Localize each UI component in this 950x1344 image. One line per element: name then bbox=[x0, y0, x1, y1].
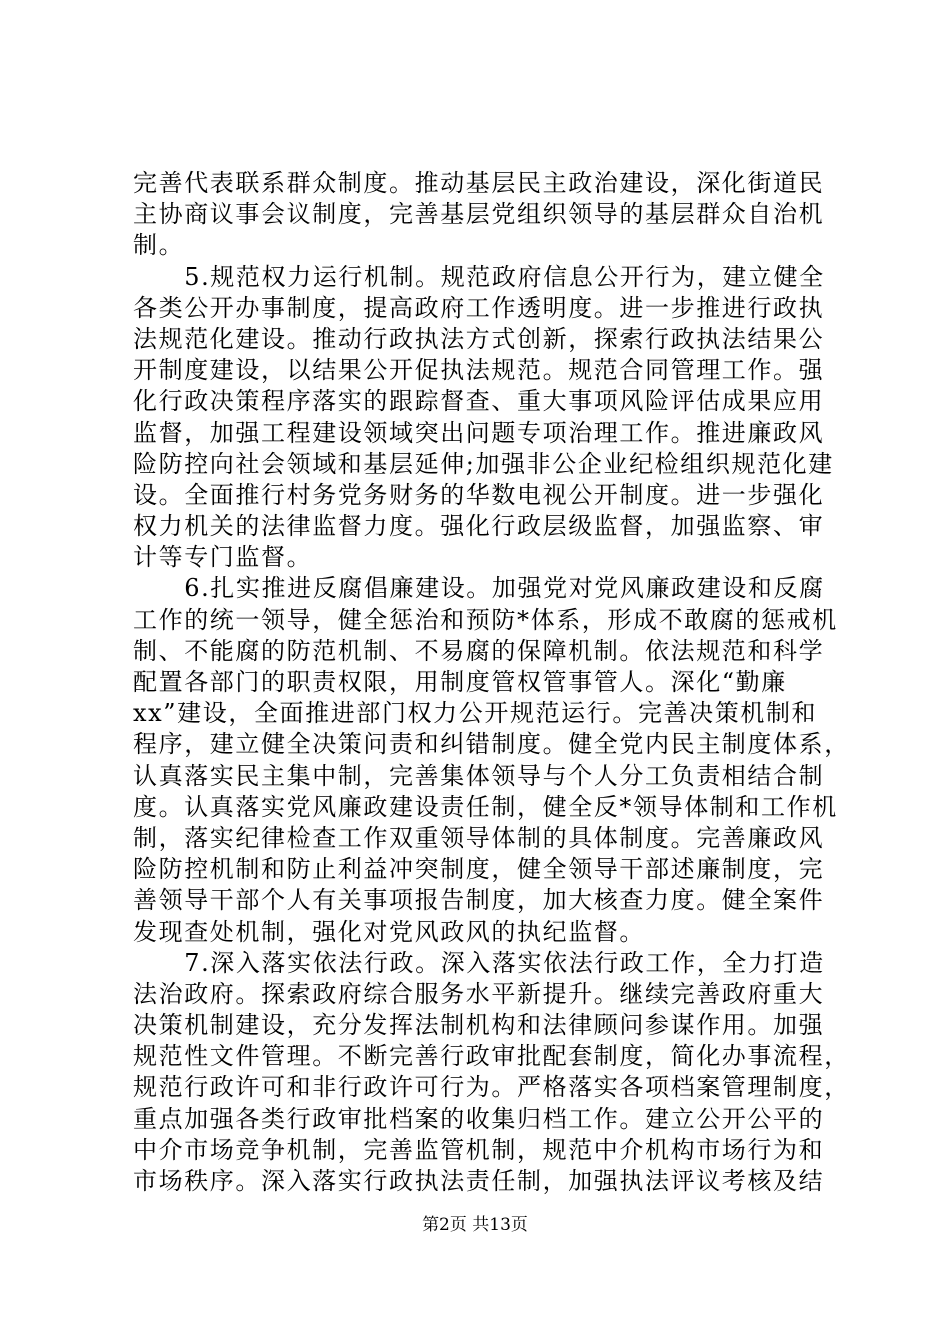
body-text bbox=[133, 168, 850, 1197]
text-line: 权力机关的法律监督力度。强化行政层级监督，加强监察、审 bbox=[133, 512, 825, 541]
text-line: 市场秩序。深入落实行政执法责任制，加强执法评议考核及结 bbox=[133, 1167, 825, 1195]
text-line: 开制度建设，以结果公开促执法规范。规范合同管理工作。强 bbox=[133, 356, 825, 385]
text-line: 设。全面推行村务党务财务的华数电视公开制度。进一步强化 bbox=[133, 480, 825, 509]
text-line: 善领导干部个人有关事项报告制度，加大核查力度。健全案件 bbox=[133, 886, 825, 915]
page-number-label: 第2页 共13页 bbox=[422, 1215, 528, 1235]
text-line: 法规范化建设。推动行政执法方式创新，探索行政执法结果公 bbox=[133, 324, 825, 353]
text-line: 度。认真落实党风廉政建设责任制，健全反*领导体制和工作机 bbox=[133, 792, 838, 821]
text-line: 完善代表联系群众制度。推动基层民主政治建设，深化街道民 bbox=[133, 169, 825, 197]
text-line: 制、不能腐的防范机制、不易腐的保障机制。依法规范和科学 bbox=[133, 636, 825, 665]
text-line: 工作的统一领导，健全惩治和预防*体系，形成不敢腐的惩戒机 bbox=[133, 605, 838, 634]
text-line: 认真落实民主集中制，完善集体领导与个人分工负责相结合制 bbox=[133, 761, 825, 790]
text-line: 监督，加强工程建设领域突出问题专项治理工作。推进廉政风 bbox=[133, 418, 825, 447]
text-line: 规范性文件管理。不断完善行政审批配套制度，简化办事流程， bbox=[133, 1042, 850, 1071]
text-line: 主协商议事会议制度，完善基层党组织领导的基层群众自治机 bbox=[133, 200, 825, 229]
text-line: 计等专门监督。 bbox=[133, 543, 313, 572]
text-line: 中介市场竞争机制，完善监管机制，规范中介机构市场行为和 bbox=[133, 1135, 825, 1164]
text-line: 制，落实纪律检查工作双重领导体制的具体制度。完善廉政风 bbox=[133, 823, 825, 852]
text-line: 险防控向社会领域和基层延伸;加强非公企业纪检组织规范化建 bbox=[133, 449, 834, 478]
text-line: 各类公开办事制度，提高政府工作透明度。进一步推进行政执 bbox=[133, 293, 825, 322]
text-line: 程序，建立健全决策问责和纠错制度。健全党内民主制度体系， bbox=[133, 730, 850, 759]
text-line: 5.规范权力运行机制。规范政府信息公开行为，建立健全 bbox=[133, 262, 825, 291]
text-line: 化行政决策程序落实的跟踪督查、重大事项风险评估成果应用 bbox=[133, 387, 825, 416]
text-line: 发现查处机制，强化对党风政风的执纪监督。 bbox=[133, 917, 645, 946]
text-line: 法治政府。探索政府综合服务水平新提升。继续完善政府重大 bbox=[133, 979, 825, 1008]
text-line: 制。 bbox=[133, 231, 185, 260]
text-line: 重点加强各类行政审批档案的收集归档工作。建立公开公平的 bbox=[133, 1104, 825, 1133]
text-line: 险防控机制和防止利益冲突制度，健全领导干部述廉制度，完 bbox=[133, 855, 825, 884]
text-line: xx”建设，全面推进部门权力公开规范运行。完善决策机制和 bbox=[133, 699, 818, 728]
text-line: 配置各部门的职责权限，用制度管权管事管人。深化“勤廉 bbox=[133, 668, 787, 696]
text-line: 7.深入落实依法行政。深入落实依法行政工作，全力打造 bbox=[133, 948, 825, 977]
text-line: 决策机制建设，充分发挥法制机构和法律顾问参谋作用。加强 bbox=[133, 1011, 825, 1040]
text-line: 规范行政许可和非行政许可行为。严格落实各项档案管理制度， bbox=[133, 1073, 850, 1102]
text-line: 6.扎实推进反腐倡廉建设。加强党对党风廉政建设和反腐 bbox=[133, 574, 825, 603]
page-footer bbox=[0, 1210, 950, 1235]
